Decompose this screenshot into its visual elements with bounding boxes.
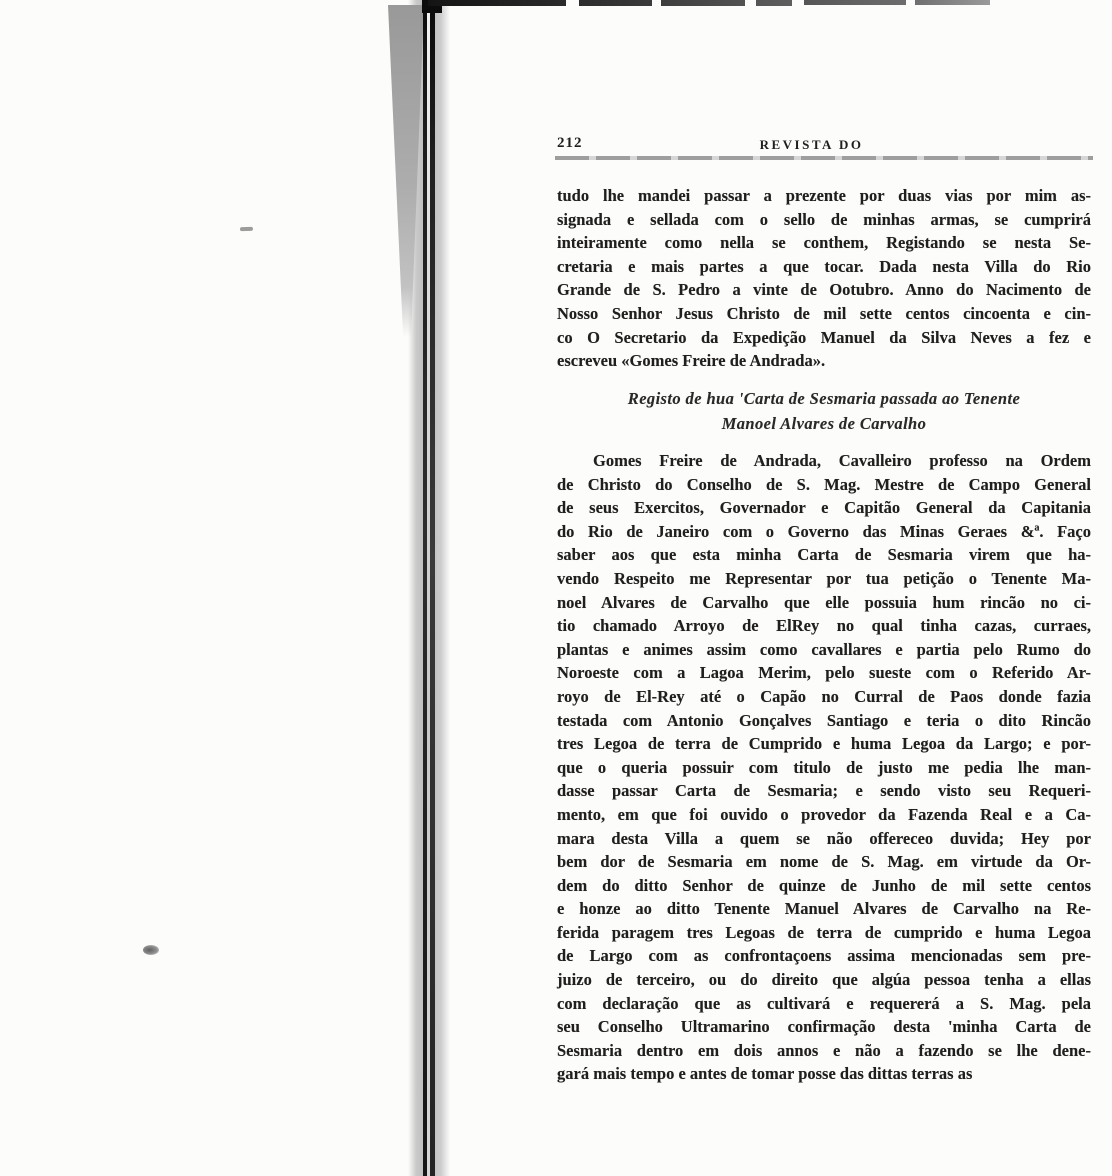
text-line: Noroeste com a Lagoa Merim, pelo sueste com o Referido Ar- xyxy=(557,663,1091,683)
running-title: REVISTA DO xyxy=(759,137,864,152)
text-line: Nosso Senhor Jesus Christo de mil sette centos cincoenta e cin- xyxy=(557,303,1091,323)
sesmaria-grant-paragraph xyxy=(557,449,1091,1086)
header-rule xyxy=(555,156,1093,160)
text-line: royo de El-Rey até o Capão no Curral de Paos donde fazia xyxy=(557,686,1091,706)
text-line: co O Secretario da Expedição Manuel da Silva Neves a fez e xyxy=(557,327,1091,347)
page-number: 212 xyxy=(557,135,583,151)
text-line: dem do ditto Senhor de quinze de Junho de mil sette centos xyxy=(557,875,1091,895)
text-line: tres Legoa de terra de Cumprido e huma Legoa da Largo; e por- xyxy=(557,734,1091,754)
text-line: gará mais tempo e antes de tomar posse das dittas terras as xyxy=(557,1064,973,1084)
top-edge-line-faint xyxy=(804,0,990,5)
text-line: mara desta Villa a quem se não offereceo duvida; Hey por xyxy=(557,828,1091,848)
top-edge-gap xyxy=(566,0,579,7)
text-line: dasse passar Carta de Sesmaria; e sendo visto seu Requeri- xyxy=(557,781,1091,801)
text-line: tio chamado Arroyo de ElRey no qual tinha cazas, curraes, xyxy=(557,616,1091,636)
text-line: seu Conselho Ultramarino confirmação desta 'minha Carta de xyxy=(557,1017,1091,1037)
margin-mark-dash xyxy=(240,227,253,231)
text-line: testada com Antonio Gonçalves Santiago e teria o dito Rincão xyxy=(557,710,1091,730)
top-edge-gap xyxy=(745,0,756,7)
text-line: de Largo com as confrontaçoens assima mencionadas sem pre- xyxy=(557,946,1091,966)
text-line: de Christo do Conselho de S. Mag. Mestre de Campo General xyxy=(557,474,1091,494)
text-line: Registo de hua 'Carta de Sesmaria passada ao Tenente xyxy=(627,389,1021,408)
text-line: do Rio de Janeiro com o Governo das Minas Geraes &ª. Faço xyxy=(557,521,1091,541)
opening-paragraph xyxy=(557,184,1091,373)
text-line: signada e sellada com o sello de minhas armas, se cumprirá xyxy=(557,209,1091,229)
text-line: juizo de terceiro, ou do direito que algúa pessoa tenha a ellas xyxy=(557,970,1091,990)
text-line: bem dor de Sesmaria em nome de S. Mag. em virtude da Or- xyxy=(557,852,1091,872)
text-line: Manoel Alvares de Carvalho xyxy=(721,413,927,433)
page-header xyxy=(557,135,1091,155)
text-line: vendo Respeito me Representar por tua petição o Tenente Ma- xyxy=(557,568,1091,588)
text-line: Grande de S. Pedro a vinte de Ootubro. Anno do Nacimento de xyxy=(557,280,1091,300)
text-line: saber aos que esta minha Carta de Sesmaria virem que ha- xyxy=(557,545,1091,565)
section-heading xyxy=(557,387,1091,436)
text-line: que o queria possuir com titulo de justo me pedia lhe man- xyxy=(557,757,1091,777)
text-line: com declaração que as cultivará e requererá a S. Mag. pela xyxy=(557,993,1091,1013)
top-edge-gap xyxy=(906,0,915,7)
text-line: noel Alvares de Carvalho que elle possuia hum rincão no ci- xyxy=(557,592,1091,612)
text-line: mento, em que foi ouvido o provedor da Fazenda Real e a Ca- xyxy=(557,804,1091,824)
top-edge-line xyxy=(428,0,792,6)
text-line: escreveu «Gomes Freire de Andrada». xyxy=(557,351,826,371)
text-line: plantas e animes assim como cavallares e partia pelo Rumo do xyxy=(557,639,1091,659)
text-line: ferida paragem tres Legoas de terra de cumprido e huma Legoa xyxy=(557,922,1091,942)
gutter-line-right xyxy=(430,0,435,1176)
text-line: Gomes Freire de Andrada, Cavalleiro professo na Ordem xyxy=(593,451,1091,470)
text-line: tudo lhe mandei passar a prezente por duas vias por mim as- xyxy=(557,186,1091,205)
text-line: e honze ao ditto Tenente Manuel Alvares de Carvalho na Re- xyxy=(557,899,1091,919)
text-line: Sesmaria dentro em dois annos e não a fazendo se lhe dene- xyxy=(557,1040,1091,1060)
text-line: cretaria e mais partes a que tocar. Dada nesta Villa do Rio xyxy=(557,256,1091,276)
top-edge-gap xyxy=(652,0,661,7)
text-line: inteiramente como nella se conthem, Registando se nesta Se- xyxy=(557,233,1091,253)
text-line: de seus Exercitos, Governador e Capitão General da Capitania xyxy=(557,498,1091,518)
margin-mark-blot xyxy=(143,945,159,955)
